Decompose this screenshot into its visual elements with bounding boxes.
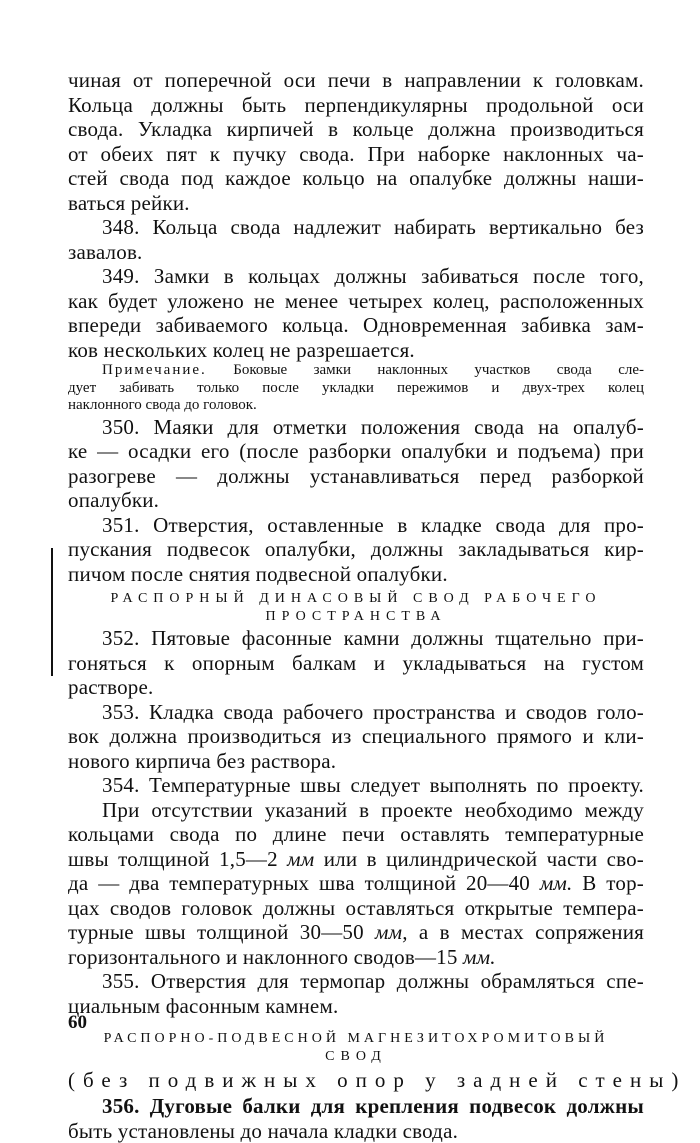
text-span: В тор- — [572, 871, 644, 895]
paragraph-351-line: 351. Отверстия, оставленные в кладке свода для про- — [68, 513, 644, 538]
note-line: наклонного свода до головок. — [68, 397, 644, 415]
text-span: или в цилиндрической части сво- — [314, 847, 644, 871]
unit-text: мм — [287, 847, 314, 871]
text-line: ваться рейки. — [68, 191, 644, 216]
paragraph-354-line — [68, 871, 644, 896]
paragraph-356-line: 356. Дуговые балки для крепления подвесок должны — [68, 1094, 644, 1119]
paragraph-354-line: 354. Температурные швы следует выполнять по проекту. — [68, 773, 644, 798]
unit-text: мм. — [540, 871, 573, 895]
text-line: чиная от поперечной оси печи в направлении к головкам. — [68, 68, 644, 93]
paragraph-350-line: опалубки. — [68, 488, 644, 513]
paragraph-351-line: пичом после снятия подвесной опалубки. — [68, 562, 644, 587]
paragraph-354-line — [68, 847, 644, 872]
section-heading: СВОД — [68, 1048, 644, 1066]
unit-text: мм. — [463, 945, 496, 969]
paragraph-356-line: быть установлены до начала кладки свода. — [68, 1119, 644, 1143]
paragraph-354-line: цах сводов головок должны оставляться открытые темпера- — [68, 896, 644, 921]
text-span: горизонтального и наклонного сводов—15 — [68, 945, 463, 969]
paragraph-354-line — [68, 920, 644, 945]
paragraph-349-line: как будет уложено не менее четырех колец, расположенных — [68, 289, 644, 314]
text-span: турные швы толщиной 30—50 — [68, 920, 375, 944]
paragraph-350-line: разогреве — должны устанавливаться перед разборкой — [68, 464, 644, 489]
note-label: Примечание. — [102, 362, 207, 378]
note-line — [68, 362, 644, 380]
paragraph-352-line: гоняться к опорным балкам и укладываться на густом — [68, 651, 644, 676]
paragraph-351-line: пускания подвесок опалубки, должны закладываться кир- — [68, 537, 644, 562]
section-subheading: (без подвижных опор у задней стены) — [68, 1066, 644, 1094]
paragraph-348-line: 348. Кольца свода надлежит набирать вертикально без — [68, 215, 644, 240]
text-line: стей свода под каждое кольцо на опалубке должны наши- — [68, 166, 644, 191]
note-text: Боковые замки наклонных участков свода сле- — [233, 362, 644, 378]
paragraph-348-line: завалов. — [68, 240, 644, 265]
text-span: да — два температурных шва толщиной 20—40 — [68, 871, 540, 895]
text-span: швы толщиной 1,5—2 — [68, 847, 287, 871]
paragraph-355-line: циальным фасонным камнем. — [68, 994, 644, 1019]
section-heading: ПРОСТРАНСТВА — [68, 608, 644, 626]
paragraph-352-line: растворе. — [68, 675, 644, 700]
paragraph-354-line — [68, 945, 644, 970]
document-page — [68, 68, 644, 1143]
section-heading: РАСПОРНЫЙ ДИНАСОВЫЙ СВОД РАБОЧЕГО — [68, 590, 644, 608]
paragraph-353-line: вок должна производиться из специального прямого и кли- — [68, 724, 644, 749]
text-line: от обеих пят к пучку свода. При наборке наклонных ча- — [68, 142, 644, 167]
paragraph-350-line: 350. Маяки для отметки положения свода на опалуб- — [68, 415, 644, 440]
paragraph-353-line: нового кирпича без раствора. — [68, 749, 644, 774]
paragraph-354-line: При отсутствии указаний в проекте необходимо между — [68, 798, 644, 823]
paragraph-352-line: 352. Пятовые фасонные камни должны тщательно при- — [68, 626, 644, 651]
page-number: 60 — [68, 1012, 87, 1034]
paragraph-354-line: кольцами свода по длине печи оставлять температурные — [68, 822, 644, 847]
margin-revision-bar — [51, 548, 53, 676]
section-heading: РАСПОРНО-ПОДВЕСНОЙ МАГНЕЗИТОХРОМИТОВЫЙ — [68, 1030, 644, 1048]
text-line: Кольца должны быть перпендикулярны продольной оси — [68, 93, 644, 118]
paragraph-350-line: ке — осадки его (после разборки опалубки и подъема) при — [68, 439, 644, 464]
paragraph-353-line: 353. Кладка свода рабочего пространства и сводов голо- — [68, 700, 644, 725]
text-span: а в местах сопряжения — [408, 920, 644, 944]
paragraph-349-line: ков нескольких колец не разрешается. — [68, 338, 644, 363]
paragraph-349-line: впереди забиваемого кольца. Одновременная забивка зам- — [68, 313, 644, 338]
text-line: свода. Укладка кирпичей в кольце должна производиться — [68, 117, 644, 142]
paragraph-355-line: 355. Отверстия для термопар должны обрамляться спе- — [68, 969, 644, 994]
paragraph-349-line: 349. Замки в кольцах должны забиваться после того, — [68, 264, 644, 289]
note-line: дует забивать только после укладки пережимов и двух-трех колец — [68, 380, 644, 398]
unit-text: мм, — [375, 920, 408, 944]
